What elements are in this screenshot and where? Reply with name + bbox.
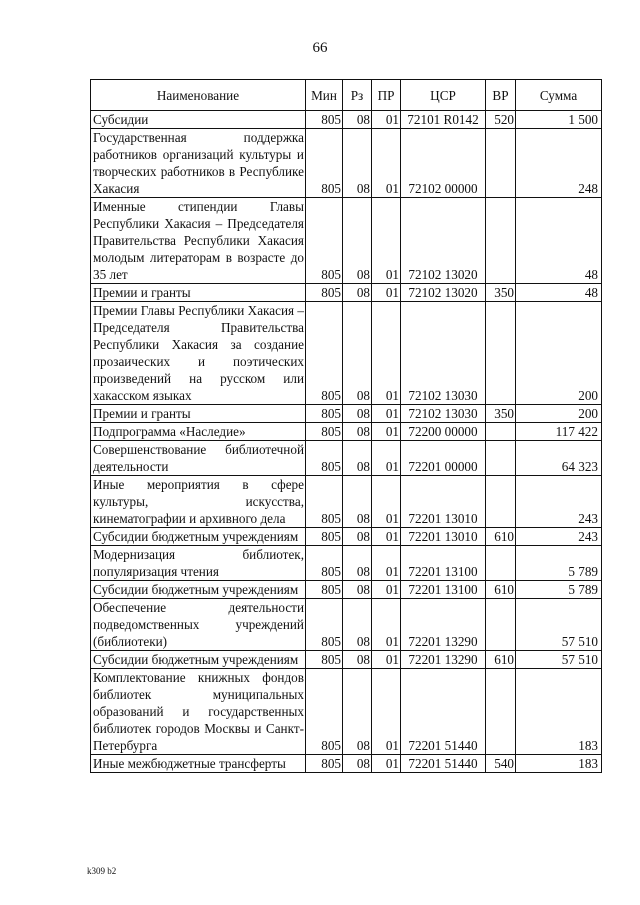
row-sum-cell: 5 789 xyxy=(516,581,602,599)
row-name-cell: Именные стипендии Главы Республики Хакасия – Председателя Правительства Республики Хакасия молодым литераторам в возрасте до 35 лет xyxy=(91,198,306,284)
table-header-row xyxy=(91,80,602,111)
row-pr-cell: 01 xyxy=(372,651,401,669)
row-pr-cell: 01 xyxy=(372,405,401,423)
table-row xyxy=(91,546,602,581)
table-row xyxy=(91,476,602,528)
row-min-cell: 805 xyxy=(306,546,343,581)
row-vr-cell xyxy=(486,423,516,441)
row-name-cell: Иные мероприятия в сфере культуры, искусства, кинематографии и архивного дела xyxy=(91,476,306,528)
row-rz-cell: 08 xyxy=(343,441,372,476)
row-sum-cell: 1 500 xyxy=(516,111,602,129)
row-vr-cell: 350 xyxy=(486,405,516,423)
row-min-cell: 805 xyxy=(306,423,343,441)
row-pr-cell: 01 xyxy=(372,129,401,198)
row-vr-cell xyxy=(486,669,516,755)
row-csr-cell: 72201 13290 xyxy=(401,651,486,669)
header-rz: Рз xyxy=(343,80,372,111)
row-name-cell: Субсидии бюджетным учреждениям xyxy=(91,528,306,546)
table-body xyxy=(91,111,602,773)
row-rz-cell: 08 xyxy=(343,423,372,441)
row-pr-cell: 01 xyxy=(372,441,401,476)
row-sum-cell: 183 xyxy=(516,755,602,773)
table-row xyxy=(91,599,602,651)
row-pr-cell: 01 xyxy=(372,198,401,284)
row-min-cell: 805 xyxy=(306,755,343,773)
table-row xyxy=(91,302,602,405)
row-vr-cell: 540 xyxy=(486,755,516,773)
row-rz-cell: 08 xyxy=(343,755,372,773)
row-csr-cell: 72201 13100 xyxy=(401,581,486,599)
row-rz-cell: 08 xyxy=(343,284,372,302)
row-sum-cell: 183 xyxy=(516,669,602,755)
row-name-cell: Модернизация библиотек, популяризация чтения xyxy=(91,546,306,581)
row-min-cell: 805 xyxy=(306,198,343,284)
row-csr-cell: 72201 13100 xyxy=(401,546,486,581)
row-min-cell: 805 xyxy=(306,599,343,651)
row-csr-cell: 72201 00000 xyxy=(401,441,486,476)
row-min-cell: 805 xyxy=(306,129,343,198)
row-min-cell: 805 xyxy=(306,476,343,528)
page-number: 66 xyxy=(312,40,328,56)
row-rz-cell: 08 xyxy=(343,198,372,284)
row-min-cell: 805 xyxy=(306,302,343,405)
row-name-cell: Комплектование книжных фондов библиотек муниципальных образований и государственных библиотек городов Москвы и Санкт-Петербурга xyxy=(91,669,306,755)
table-row xyxy=(91,581,602,599)
table-row xyxy=(91,441,602,476)
row-min-cell: 805 xyxy=(306,669,343,755)
row-rz-cell: 08 xyxy=(343,599,372,651)
row-name-cell: Иные межбюджетные трансферты xyxy=(91,755,306,773)
document-code: k309 b2 xyxy=(87,866,117,876)
header-pr: ПР xyxy=(372,80,401,111)
row-csr-cell: 72201 13010 xyxy=(401,476,486,528)
row-name-cell: Премии Главы Республики Хакасия – Председателя Правительства Республики Хакасия за создание прозаических и поэтических произведений на русском или хакасском языках xyxy=(91,302,306,405)
row-min-cell: 805 xyxy=(306,405,343,423)
table-row xyxy=(91,111,602,129)
row-pr-cell: 01 xyxy=(372,284,401,302)
row-sum-cell: 243 xyxy=(516,528,602,546)
row-sum-cell: 48 xyxy=(516,284,602,302)
row-name-cell: Государственная поддержка работников организаций культуры и творческих работников в Республике Хакасия xyxy=(91,129,306,198)
row-vr-cell xyxy=(486,599,516,651)
row-name-cell: Субсидии бюджетным учреждениям xyxy=(91,581,306,599)
table-row xyxy=(91,129,602,198)
row-pr-cell: 01 xyxy=(372,476,401,528)
row-csr-cell: 72102 13030 xyxy=(401,302,486,405)
row-vr-cell: 610 xyxy=(486,528,516,546)
table-row xyxy=(91,423,602,441)
row-pr-cell: 01 xyxy=(372,755,401,773)
row-pr-cell: 01 xyxy=(372,423,401,441)
row-pr-cell: 01 xyxy=(372,599,401,651)
row-name-cell: Премии и гранты xyxy=(91,405,306,423)
header-vr: ВР xyxy=(486,80,516,111)
row-vr-cell: 610 xyxy=(486,581,516,599)
table-row xyxy=(91,669,602,755)
row-rz-cell: 08 xyxy=(343,476,372,528)
row-rz-cell: 08 xyxy=(343,581,372,599)
row-csr-cell: 72102 13020 xyxy=(401,284,486,302)
row-rz-cell: 08 xyxy=(343,669,372,755)
row-pr-cell: 01 xyxy=(372,581,401,599)
table-row xyxy=(91,284,602,302)
table-row xyxy=(91,528,602,546)
table-row xyxy=(91,198,602,284)
row-rz-cell: 08 xyxy=(343,405,372,423)
row-name-cell: Субсидии xyxy=(91,111,306,129)
row-sum-cell: 48 xyxy=(516,198,602,284)
row-sum-cell: 57 510 xyxy=(516,651,602,669)
row-vr-cell xyxy=(486,302,516,405)
row-sum-cell: 64 323 xyxy=(516,441,602,476)
budget-table xyxy=(90,79,602,773)
row-sum-cell: 57 510 xyxy=(516,599,602,651)
table-row xyxy=(91,651,602,669)
row-vr-cell: 610 xyxy=(486,651,516,669)
row-csr-cell: 72201 51440 xyxy=(401,669,486,755)
row-pr-cell: 01 xyxy=(372,302,401,405)
row-sum-cell: 5 789 xyxy=(516,546,602,581)
row-pr-cell: 01 xyxy=(372,669,401,755)
table-row xyxy=(91,755,602,773)
row-min-cell: 805 xyxy=(306,651,343,669)
row-rz-cell: 08 xyxy=(343,651,372,669)
row-sum-cell: 200 xyxy=(516,405,602,423)
row-vr-cell xyxy=(486,546,516,581)
row-min-cell: 805 xyxy=(306,111,343,129)
row-csr-cell: 72201 51440 xyxy=(401,755,486,773)
row-csr-cell: 72201 13290 xyxy=(401,599,486,651)
row-rz-cell: 08 xyxy=(343,111,372,129)
row-pr-cell: 01 xyxy=(372,111,401,129)
row-rz-cell: 08 xyxy=(343,129,372,198)
row-name-cell: Обеспечение деятельности подведомственных учреждений (библиотеки) xyxy=(91,599,306,651)
row-csr-cell: 72102 13020 xyxy=(401,198,486,284)
row-csr-cell: 72102 13030 xyxy=(401,405,486,423)
row-vr-cell xyxy=(486,129,516,198)
row-csr-cell: 72102 00000 xyxy=(401,129,486,198)
row-min-cell: 805 xyxy=(306,528,343,546)
row-min-cell: 805 xyxy=(306,581,343,599)
row-csr-cell: 72200 00000 xyxy=(401,423,486,441)
row-sum-cell: 117 422 xyxy=(516,423,602,441)
row-name-cell: Подпрограмма «Наследие» xyxy=(91,423,306,441)
row-vr-cell xyxy=(486,198,516,284)
row-pr-cell: 01 xyxy=(372,528,401,546)
row-rz-cell: 08 xyxy=(343,546,372,581)
row-vr-cell xyxy=(486,441,516,476)
row-rz-cell: 08 xyxy=(343,302,372,405)
row-sum-cell: 243 xyxy=(516,476,602,528)
table-row xyxy=(91,405,602,423)
header-min: Мин xyxy=(306,80,343,111)
row-sum-cell: 200 xyxy=(516,302,602,405)
row-name-cell: Совершенствование библиотечной деятельности xyxy=(91,441,306,476)
row-pr-cell: 01 xyxy=(372,546,401,581)
row-rz-cell: 08 xyxy=(343,528,372,546)
header-sum: Сумма xyxy=(516,80,602,111)
row-sum-cell: 248 xyxy=(516,129,602,198)
row-csr-cell: 72201 13010 xyxy=(401,528,486,546)
header-name: Наименование xyxy=(91,80,306,111)
row-vr-cell: 520 xyxy=(486,111,516,129)
row-csr-cell: 72101 R0142 xyxy=(401,111,486,129)
row-vr-cell: 350 xyxy=(486,284,516,302)
row-min-cell: 805 xyxy=(306,284,343,302)
row-vr-cell xyxy=(486,476,516,528)
header-csr: ЦСР xyxy=(401,80,486,111)
row-name-cell: Субсидии бюджетным учреждениям xyxy=(91,651,306,669)
row-min-cell: 805 xyxy=(306,441,343,476)
row-name-cell: Премии и гранты xyxy=(91,284,306,302)
